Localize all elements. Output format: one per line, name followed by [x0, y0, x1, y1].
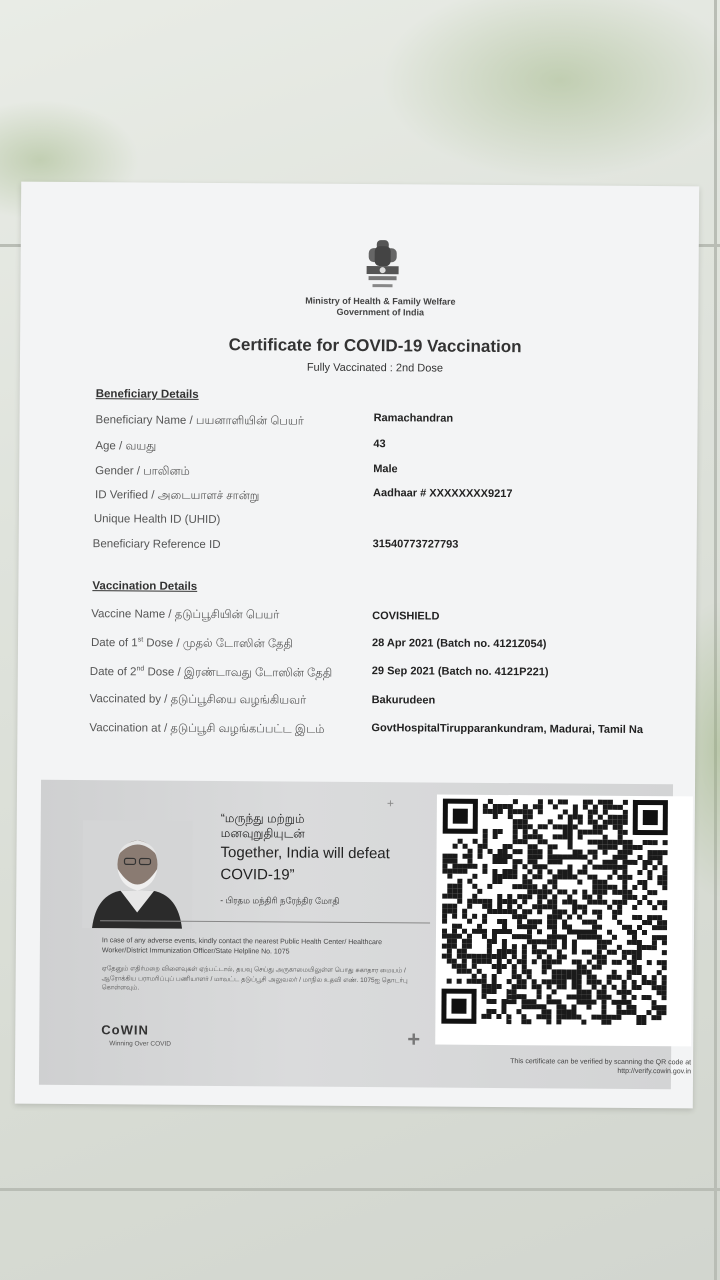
cowin-tagline: Winning Over COVID [109, 1040, 172, 1048]
plus-mark-icon: + [407, 1026, 421, 1052]
vaccination-heading: Vaccination Details [92, 580, 198, 593]
certificate-title: Certificate for COVID-19 Vaccination [228, 335, 522, 357]
quote-tamil-line-1: “மருந்து மற்றும் [220, 811, 305, 826]
cowin-logo: CoWIN [101, 1022, 149, 1038]
ministry-line-2: Government of India [336, 306, 425, 318]
vaccine-name-label: Vaccine Name / தடுப்பூசியின் பெயர் [91, 608, 280, 622]
vaccinated-by-label: Vaccinated by / தடுப்பூசியை வழங்கியவர் [89, 693, 307, 707]
certificate-subtitle: Fully Vaccinated : 2nd Dose [306, 361, 444, 375]
qr-code-frame [435, 795, 693, 1047]
gender-label: Gender / பாலினம் [95, 465, 190, 478]
verification-url: http://verify.cowin.gov.in [617, 1067, 692, 1076]
gender-value: Male [373, 463, 398, 476]
tile-grout-bottom [0, 1188, 720, 1191]
reference-id-label: Beneficiary Reference ID [92, 538, 221, 552]
age-label: Age / வயது [95, 440, 157, 453]
reference-id-value: 31540773727793 [372, 538, 459, 551]
beneficiary-name-value: Ramachandran [373, 412, 454, 425]
plus-mark-icon: + [386, 796, 394, 811]
verification-note [429, 1057, 691, 1077]
age-value: 43 [373, 438, 386, 451]
vaccinated-by-value: Bakurudeen [371, 694, 436, 707]
id-verified-value: Aadhaar # XXXXXXXX9217 [373, 487, 513, 501]
first-dose-label: Date of 1st Dose / முதல் டோஸின் தேதி [90, 636, 293, 651]
beneficiary-name-label: Beneficiary Name / பயனாளியின் பெயர் [95, 414, 304, 428]
ministry-name [220, 295, 540, 319]
id-verified-label: ID Verified / அடையாளச் சான்று [94, 489, 260, 503]
marble-vein [380, 0, 720, 180]
national-emblem-icon [360, 238, 404, 292]
quote-english-line-1: Together, India will defeat [220, 844, 390, 863]
second-dose-value: 29 Sep 2021 (Batch no. 4121P221) [371, 665, 549, 679]
quote-tamil-line-2: மனவுறுதியுடன் [220, 826, 305, 841]
qr-code-icon [435, 795, 693, 1047]
uhid-label: Unique Health ID (UHID) [93, 513, 221, 527]
beneficiary-heading: Beneficiary Details [95, 388, 199, 401]
quote-attribution: - பிரதம மந்திரி நரேந்திர மோதி [220, 895, 340, 906]
verification-text: This certificate can be verified by scanning the QR code at [510, 1058, 692, 1067]
quote-block [220, 811, 431, 908]
ministry-line-1: Ministry of Health & Family Welfare [305, 295, 456, 307]
footer-band [39, 780, 692, 1089]
prime-minister-portrait [82, 820, 193, 929]
vaccination-at-label: Vaccination at / தடுப்பூசி வழங்கப்பட்ட இடம் [89, 722, 325, 736]
vaccine-name-value: COVISHIELD [372, 610, 440, 623]
helpline-text-tamil: ஏதேனும் எதிர்மறை விளைவுகள் ஏற்பட்டால், தயவு செய்து அருகாமையிலுள்ள பொது சுகாதார மையம் / ஆரோக்கிய பராமரிப்புப் பணியாளர் / மாவட்ட தடுப்பூசி அலுவலர் / மாநில உதவி எண். 1075ஐ தொடர்பு கொள்ளவும். [101, 965, 408, 992]
helpline-text-english: In case of any adverse events, kindly contact the nearest Public Health Center/ Healthcare Worker/District Immunization Officer/State Helpline No. 1075 [101, 937, 383, 956]
vaccination-certificate [15, 182, 699, 1109]
second-dose-label: Date of 2nd Dose / இரண்டாவது டோஸின் தேதி [89, 665, 333, 680]
quote-english-line-2: COVID-19” [220, 866, 295, 884]
first-dose-value: 28 Apr 2021 (Batch no. 4121Z054) [371, 637, 547, 651]
vaccination-at-value: GovtHospitalTirupparankundram, Madurai, Tamil Na [371, 722, 644, 736]
